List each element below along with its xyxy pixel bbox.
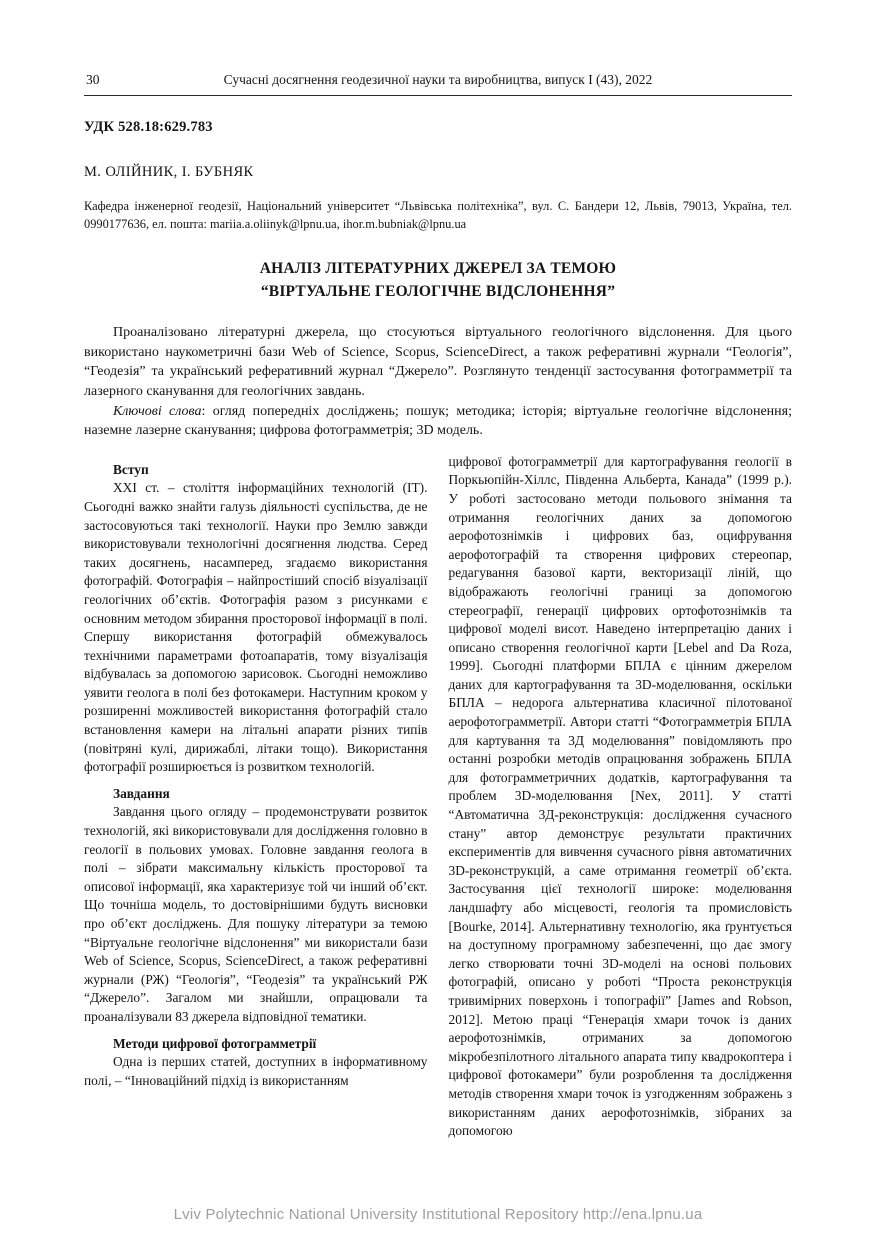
right-column-paragraph: цифрової фотограмметрії для картографування геології в Поркьюпійн-Хіллс, Південна Альберта, Канада” (1999 р.). У роботі застосовано методи польового знімання та отримання геологічних даних за допомогою аерофотознімків і цифрових баз, оцифрування аерофотографій та створення цифрових стереопар, редагування базової карти, векторизації ліній, що відображають геологічні границі за допомогою стереографії, генерації цифрових ортофотознімків та цифрової моделі висот. Наведено інтерпретацію даних і описано створення геологічної карти [Lebel and Da Roza, 1999]. Сьогодні платформи БПЛА є цінним джерелом даних для картографування та 3D-моделювання, оскільки БПЛА – недорога альтернатива класичної пілотованої аерофотограмметрії. Автори статті “Фотограмметрія БПЛА для картування та 3Д моделювання” повідомляють про останні розробки методів опрацювання зображень БПЛА для фотограмметричних додатків, картографування та проблем 3D-моделювання [Nex, 2011]. У статті “Автоматична 3Д-реконструкція: дослідження сучасного стану” автор демонструє результати практичних експериментів для вивчення сучасного рівня автоматичних 3D-реконструкцій, а саме отримання геометрії об’єкта. Застосування цієї технології широке: моделювання ландшафту або місцевості, геологія та промисловість [Bourke, 2014]. Альтернативну технологію, яка ґрунтується на доступному програмному забезпеченні, що дає змогу легко створювати точні 3D-моделі на основі польових фотографій, описано у роботі “Проста реконструкція тривимірних поверхонь і топографії” [James and Robson, 2012]. Метою праці “Генерація хмари точок із даних аерофотознімків, отриманих за допомогою мікробезпілотного літального апарата типу квадрокоптера і цифрової фотокамери” були розроблення та дослідження методів створення хмари точок із узгодженням зображень з використанням даних аерофотознімків, зібраних за допомогою	[448, 453, 792, 1139]
article-title-line-2: “ВІРТУАЛЬНЕ ГЕОЛОГІЧНЕ ВІДСЛОНЕННЯ”	[260, 282, 616, 300]
keywords-label: Ключові слова	[113, 403, 202, 419]
intro-paragraph: ХХІ ст. – століття інформаційних технологій (ІТ). Сьогодні важко знайти галузь діяльності суспільства, де не застосовуються такі технології. Науки про Землю завжди використовували технологічні досягнення людства. Серед таких досягнень, насамперед, згадаємо використання фотографій. Фотографія – найпростіший спосіб візуалізації геологічних об’єктів. Фотографія разом з рисунками є основним методом збирання просторової інформації в полі. Спершу використання фотографій обмежувалось технічними параметрами фотоапаратів, тому візуалізація відбувалась за допомогою зарисовок. Сьогодні неможливо уявити геолога в полі без фотокамери. Наступним кроком у розширенні можливостей використання фотографій стало встановлення камери на літальні апарати різних типів (повітряні кулі, дирижаблі, літаки тощо). Використання фотографії розширюється із розвитком технологій.	[84, 480, 428, 775]
udc-code: УДК 528.18:629.783	[84, 119, 213, 135]
journal-title: Сучасні досягнення геодезичної науки та виробництва, випуск I (43), 2022	[223, 72, 653, 87]
article-title	[84, 258, 792, 303]
methods-paragraph: Одна із перших статей, доступних в інформативному полі, – “Інноваційний підхід із використанням	[84, 1054, 428, 1088]
abstract-block	[84, 323, 792, 441]
two-column-body	[84, 453, 792, 1141]
abstract-paragraph: Проаналізовано літературні джерела, що стосуються віртуального геологічного відслонення. Для цього використано наукометричні бази Web of Science, Scopus, ScienceDirect, а також реферативні журнали “Геологія”, “Геодезія” та український реферативний журнал “Джерело”. Розглянуто тенденції застосування фотограмметрії та лазерного сканування для геологічних завдань.	[84, 325, 792, 399]
keywords-line	[84, 402, 792, 441]
section-heading-tasks: Завдання	[113, 785, 170, 801]
left-column	[84, 453, 428, 1141]
keywords-text: : огляд попередніх досліджень; пошук; методика; історія; віртуальне геологічне відслонення; наземне лазерне сканування; цифрова фотограмметрія; 3D модель.	[84, 403, 792, 439]
tasks-paragraph: Завдання цього огляду – продемонструвати розвиток технологій, які використовували для дослідження головно в геології в польових умовах. Головне завдання геолога в полі – зібрати максимальну кількість просторової та описової інформації, яка характеризує той чи інший об’єкт. Що точніша модель, то достовірнішими будуть висновки про об’єкт досліджень. Для пошуку літератури за темою “Віртуальне геологічне відслонення” ми використали бази Web of Science, Scopus, ScienceDirect, а також реферативні журнали (РЖ) “Геологія”, “Геодезія” та український РЖ “Джерело”. Загалом ми знайшли, опрацювали та проаналізували 83 джерела відповідної тематики.	[84, 804, 428, 1024]
repository-footer: Lviv Polytechnic National University Institutional Repository http://ena.lpnu.ua	[173, 1206, 703, 1223]
right-column	[449, 453, 793, 1141]
affiliation-text: Кафедра інженерної геодезії, Національний університет “Львівська політехніка”, вул. С. Бандери 12, Львів, 79013, Україна, тел. 0990177636, ел. пошта: mariia.a.oliinyk@lpnu.ua, ihor.m.bubniak@lpnu.ua	[84, 199, 792, 231]
header-rule	[84, 95, 792, 96]
authors-line: М. ОЛІЙНИК, І. БУБНЯК	[84, 164, 254, 180]
running-head	[84, 72, 792, 88]
article-title-line-1: АНАЛІЗ ЛІТЕРАТУРНИХ ДЖЕРЕЛ ЗА ТЕМОЮ	[259, 260, 617, 278]
section-heading-intro: Вступ	[113, 461, 149, 477]
section-heading-methods: Методи цифрової фотограмметрії	[113, 1035, 317, 1051]
page-number: 30	[86, 72, 100, 87]
